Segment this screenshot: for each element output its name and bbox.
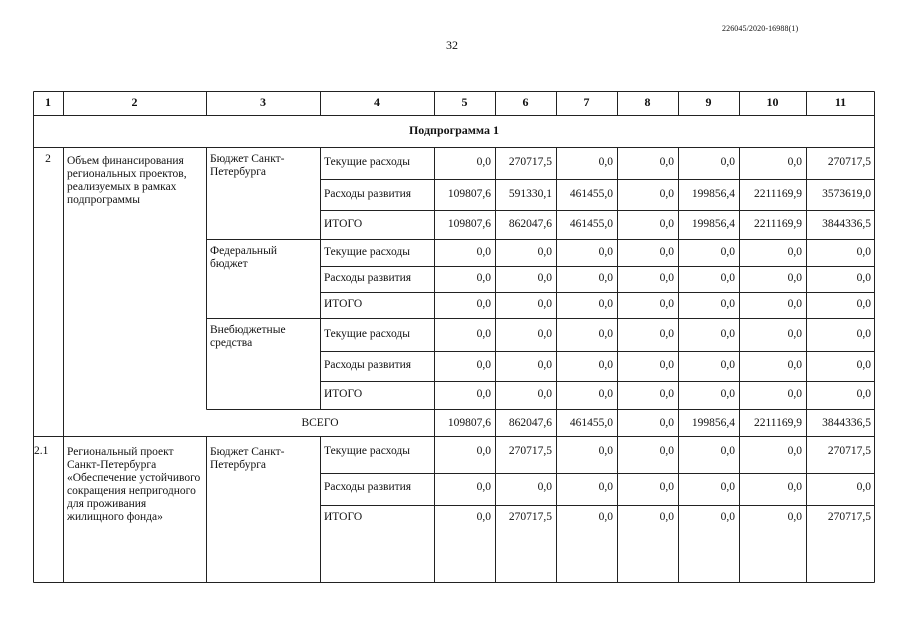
indicator-name: Региональный проект Санкт-Петербурга «Обеспечение устойчивого сокращения непригодного для проживания жилищного фонда»	[67, 446, 201, 523]
value-cell: 3573619,0	[822, 187, 871, 200]
value-cell: 0,0	[856, 298, 871, 310]
expense-type: Расходы развития	[324, 272, 412, 284]
total-value: 461455,0	[569, 417, 613, 429]
value-cell: 461455,0	[569, 217, 613, 230]
value-cell: 0,0	[659, 511, 674, 523]
row-number: 2.1	[34, 445, 49, 457]
value-cell: 0,0	[787, 359, 802, 371]
value-cell: 0,0	[856, 481, 871, 493]
total-value: 2211169,9	[753, 417, 802, 429]
budget-table	[33, 91, 875, 583]
value-cell: 0,0	[476, 327, 491, 340]
column-header: 10	[766, 95, 779, 109]
column-header: 3	[260, 95, 266, 109]
value-cell: 0,0	[598, 156, 613, 168]
value-cell: 199856,4	[691, 187, 735, 200]
value-cell: 199856,4	[691, 217, 735, 230]
value-cell: 270717,5	[827, 156, 871, 168]
value-cell: 270717,5	[508, 445, 552, 457]
value-cell: 0,0	[720, 272, 735, 284]
value-cell: 0,0	[598, 298, 613, 310]
value-cell: 3844336,5	[822, 217, 871, 230]
expense-type: ИТОГО	[324, 217, 363, 230]
value-cell: 0,0	[659, 298, 674, 310]
value-cell: 0,0	[537, 359, 552, 371]
value-cell: 0,0	[476, 388, 491, 400]
value-cell: 270717,5	[827, 511, 871, 523]
value-cell: 0,0	[598, 481, 613, 493]
value-cell: 0,0	[659, 481, 674, 493]
value-cell: 0,0	[787, 298, 802, 310]
value-cell: 0,0	[598, 245, 613, 258]
total-value: 109807,6	[447, 417, 491, 429]
column-header: 4	[374, 95, 380, 109]
value-cell: 0,0	[856, 359, 871, 371]
total-value: 0,0	[659, 417, 674, 429]
value-cell: 591330,1	[508, 187, 552, 200]
value-cell: 0,0	[598, 359, 613, 371]
value-cell: 2211169,9	[753, 187, 802, 200]
value-cell: 0,0	[659, 156, 674, 168]
value-cell: 0,0	[787, 481, 802, 493]
column-header: 2	[131, 95, 138, 109]
value-cell: 0,0	[787, 511, 802, 523]
value-cell: 0,0	[598, 445, 613, 457]
value-cell: 0,0	[537, 272, 552, 284]
value-cell: 0,0	[856, 388, 871, 400]
value-cell: 0,0	[787, 445, 802, 457]
value-cell: 0,0	[537, 245, 552, 258]
value-cell: 0,0	[537, 388, 552, 400]
value-cell: 862047,6	[508, 217, 552, 230]
total-value: 199856,4	[691, 417, 735, 429]
value-cell: 0,0	[598, 511, 613, 523]
value-cell: 0,0	[720, 327, 735, 340]
total-value: 862047,6	[508, 417, 552, 429]
value-cell: 0,0	[659, 217, 674, 230]
expense-type: Текущие расходы	[324, 156, 410, 168]
column-header: 8	[644, 95, 651, 109]
value-cell: 0,0	[598, 272, 613, 284]
indicator-name: Объем финансирования региональных проектов, реализуемых в рамках подпрограммы	[67, 155, 187, 206]
column-header: 7	[583, 95, 590, 109]
expense-type: ИТОГО	[324, 511, 363, 523]
value-cell: 0,0	[720, 481, 735, 493]
value-cell: 0,0	[720, 445, 735, 457]
value-cell: 0,0	[476, 298, 491, 310]
expense-type: ИТОГО	[324, 298, 363, 310]
subprogram-title: Подпрограмма 1	[408, 123, 500, 137]
funding-source: Бюджет Санкт-Петербурга	[210, 153, 285, 178]
value-cell: 0,0	[720, 156, 735, 168]
value-cell: 0,0	[659, 245, 674, 258]
value-cell: 0,0	[476, 359, 491, 371]
value-cell: 0,0	[856, 272, 871, 284]
value-cell: 0,0	[659, 187, 674, 200]
column-header: 5	[461, 95, 468, 109]
value-cell: 0,0	[476, 481, 491, 493]
expense-type: Текущие расходы	[324, 245, 410, 258]
value-cell: 0,0	[787, 245, 802, 258]
value-cell: 0,0	[476, 511, 491, 523]
value-cell: 2211169,9	[753, 217, 802, 230]
expense-type: ИТОГО	[324, 388, 363, 400]
value-cell: 0,0	[537, 481, 552, 493]
value-cell: 0,0	[537, 298, 552, 310]
document-number: 226045/2020-16988(1)	[722, 24, 799, 33]
value-cell: 0,0	[720, 511, 735, 523]
funding-source: Внебюджетные средства	[210, 324, 286, 349]
value-cell: 270717,5	[827, 445, 871, 457]
expense-type: Расходы развития	[324, 187, 412, 200]
column-header: 9	[705, 95, 712, 109]
column-header: 6	[522, 95, 529, 109]
value-cell: 0,0	[659, 272, 674, 284]
column-header: 11	[834, 95, 847, 109]
value-cell: 0,0	[476, 156, 491, 168]
value-cell: 0,0	[787, 388, 802, 400]
value-cell: 0,0	[720, 359, 735, 371]
funding-source: Федеральный бюджет	[210, 245, 277, 270]
value-cell: 0,0	[659, 359, 674, 371]
page-number: 32	[446, 38, 458, 52]
value-cell: 0,0	[720, 388, 735, 400]
value-cell: 0,0	[659, 445, 674, 457]
value-cell: 0,0	[787, 272, 802, 284]
value-cell: 0,0	[720, 245, 735, 258]
expense-type: Текущие расходы	[324, 327, 410, 340]
row-number: 2	[45, 153, 51, 165]
value-cell: 0,0	[720, 298, 735, 310]
value-cell: 0,0	[659, 388, 674, 400]
value-cell: 0,0	[598, 388, 613, 400]
value-cell: 0,0	[476, 245, 491, 258]
value-cell: 0,0	[537, 327, 552, 340]
value-cell: 270717,5	[508, 511, 552, 523]
funding-source: Бюджет Санкт-Петербурга	[210, 446, 285, 471]
value-cell: 0,0	[476, 272, 491, 284]
value-cell: 461455,0	[569, 187, 613, 200]
column-header: 1	[45, 95, 51, 109]
total-value: 3844336,5	[822, 417, 871, 429]
value-cell: 0,0	[476, 445, 491, 457]
value-cell: 0,0	[856, 245, 871, 258]
value-cell: 0,0	[787, 327, 802, 340]
value-cell: 0,0	[659, 327, 674, 340]
value-cell: 270717,5	[508, 156, 552, 168]
expense-type: Расходы развития	[324, 481, 412, 493]
expense-type: Расходы развития	[324, 359, 412, 371]
expense-type: Текущие расходы	[324, 445, 410, 457]
value-cell: 0,0	[598, 327, 613, 340]
value-cell: 109807,6	[447, 217, 491, 230]
value-cell: 0,0	[856, 327, 871, 340]
value-cell: 109807,6	[447, 187, 491, 200]
value-cell: 0,0	[787, 156, 802, 168]
total-label: ВСЕГО	[301, 417, 339, 429]
